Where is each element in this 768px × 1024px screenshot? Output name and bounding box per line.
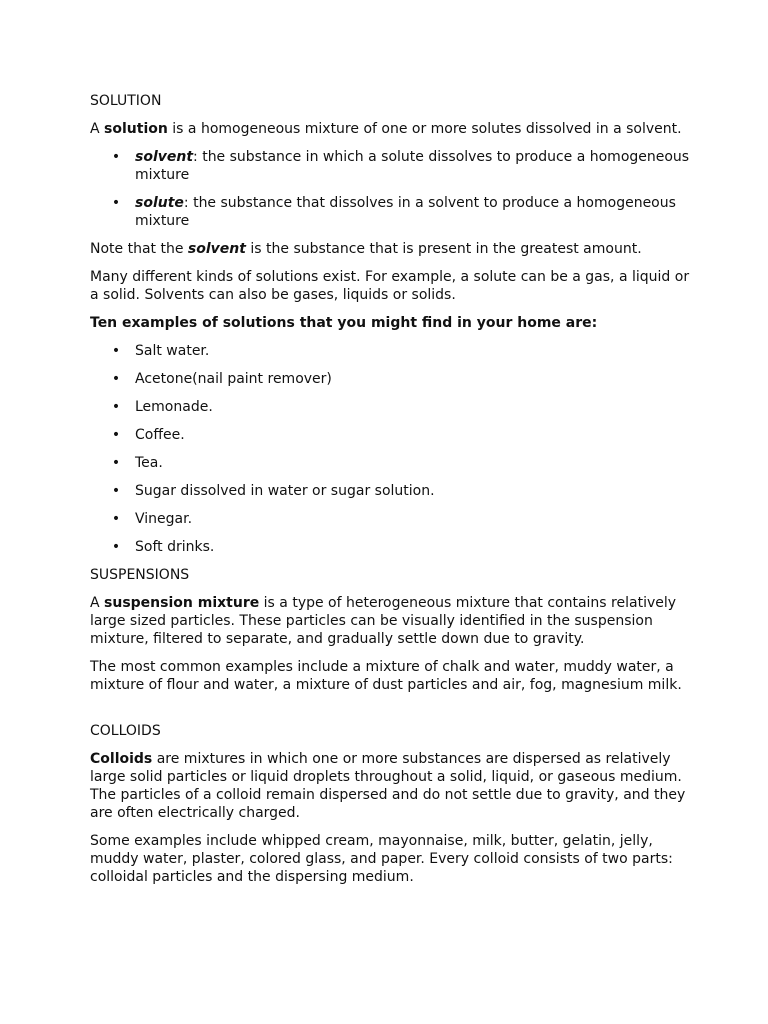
section-heading-solution: SOLUTION	[90, 93, 162, 109]
bullet-icon: •	[111, 399, 121, 415]
solution-kinds-paragraph: Many different kinds of solutions exist. For example, a solute can be a gas, a liquid or a solid. Solvents can also be gases, liquids or solids.	[90, 269, 690, 303]
solution-term: solution	[104, 121, 168, 137]
bullet-icon: •	[111, 511, 121, 527]
colloid-examples-paragraph: Some examples include whipped cream, mayonnaise, milk, butter, gelatin, jelly, muddy water, plaster, colored glass, and paper. Every colloid consists of two parts: colloidal particles and the dispersing medium.	[90, 833, 673, 885]
bullet-icon: •	[111, 455, 121, 471]
list-item: • Tea.	[111, 455, 163, 471]
solvent-note: Note that the solvent is the substance that is present in the greatest amount.	[90, 241, 642, 257]
bullet-icon: •	[111, 343, 121, 359]
bullet-icon: •	[111, 483, 121, 499]
list-item: • solute: the substance that dissolves in a solvent to produce a homogeneous mixture	[111, 195, 676, 229]
solution-definition: A solution is a homogeneous mixture of one or more solutes dissolved in a solvent.	[90, 121, 682, 137]
list-item: • solvent: the substance in which a solute dissolves to produce a homogeneous mixture	[111, 149, 690, 183]
bullet-icon: •	[111, 371, 121, 387]
empty-line	[90, 704, 690, 722]
suspension-term: suspension mixture	[104, 595, 260, 611]
colloid-definition: Colloids are mixtures in which one or more substances are dispersed as relatively large solid particles or liquid droplets throughout a solid, liquid, or gaseous medium. The particles of a colloid remain dispersed and do not settle due to gravity, and they are often electrically charged.	[90, 751, 686, 821]
section-heading-suspensions: SUSPENSIONS	[90, 567, 190, 583]
suspension-examples-paragraph: The most common examples include a mixture of chalk and water, muddy water, a mixture of flour and water, a mixture of dust particles and air, fog, magnesium milk.	[90, 659, 682, 693]
colloid-term: Colloids	[90, 751, 153, 767]
solution-examples-list	[90, 342, 690, 556]
list-item: • Lemonade.	[111, 399, 213, 415]
bullet-icon: •	[111, 539, 121, 555]
section-heading-colloids: COLLOIDS	[90, 723, 161, 739]
list-item: • Acetone(nail paint remover)	[111, 371, 332, 387]
suspension-definition: A suspension mixture is a type of heterogeneous mixture that contains relatively large sized particles. These particles can be visually identified in the suspension mixture, filtered to separate, and gradually settle down due to gravity.	[90, 595, 677, 647]
list-item: • Soft drinks.	[111, 539, 215, 555]
bullet-icon: •	[111, 149, 121, 165]
list-item: • Sugar dissolved in water or sugar solution.	[111, 483, 435, 499]
list-item: • Salt water.	[111, 343, 210, 359]
bullet-icon: •	[111, 195, 121, 211]
list-item: • Vinegar.	[111, 511, 193, 527]
document-page	[90, 92, 690, 896]
list-item: • Coffee.	[111, 427, 185, 443]
bullet-icon: •	[111, 427, 121, 443]
solution-terms-list	[90, 148, 690, 230]
examples-heading: Ten examples of solutions that you might find in your home are:	[90, 315, 598, 331]
